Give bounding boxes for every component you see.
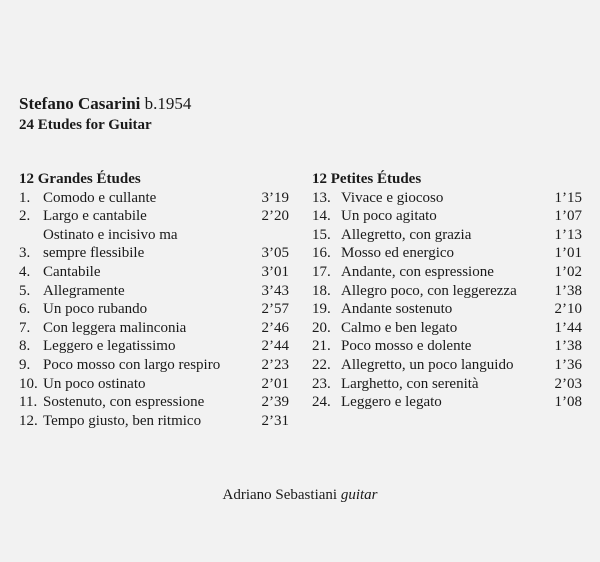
performer-role: guitar bbox=[340, 487, 378, 503]
track-duration: 2’31 bbox=[261, 412, 289, 429]
track-number: 6. bbox=[19, 301, 31, 318]
track-row bbox=[312, 319, 582, 338]
track-title: Allegro poco, con leggerezza bbox=[341, 282, 517, 299]
track-row bbox=[312, 356, 582, 375]
track-number: 18. bbox=[312, 282, 331, 299]
track-row bbox=[312, 393, 582, 412]
track-number: 12. bbox=[19, 412, 38, 429]
track-number: 13. bbox=[312, 189, 331, 206]
track-number: 21. bbox=[312, 338, 331, 355]
track-number: 20. bbox=[312, 319, 331, 336]
track-duration: 3’19 bbox=[261, 189, 289, 206]
track-title: Allegramente bbox=[43, 282, 125, 299]
track-duration: 1’01 bbox=[554, 245, 582, 262]
track-number: 15. bbox=[312, 226, 331, 243]
track-number: 23. bbox=[312, 375, 331, 392]
track-row bbox=[19, 375, 289, 394]
track-title: Un poco agitato bbox=[341, 208, 437, 225]
track-duration: 2’20 bbox=[261, 208, 289, 225]
track-duration: 1’07 bbox=[554, 208, 582, 225]
track-number: 19. bbox=[312, 301, 331, 318]
album-header bbox=[19, 93, 191, 135]
track-row bbox=[312, 300, 582, 319]
track-title: Vivace e giocoso bbox=[341, 189, 444, 206]
track-row bbox=[312, 263, 582, 282]
track-title: Ostinato e incisivo ma sempre flessibile bbox=[43, 226, 178, 262]
track-row bbox=[312, 337, 582, 356]
composer-line bbox=[19, 93, 191, 115]
track-title: Cantabile bbox=[43, 263, 101, 280]
track-row bbox=[19, 189, 289, 208]
track-number: 14. bbox=[312, 208, 331, 225]
track-duration: 2’01 bbox=[261, 375, 289, 392]
track-duration: 2’39 bbox=[261, 394, 289, 411]
track-title: Comodo e cullante bbox=[43, 189, 157, 206]
track-title: Calmo e ben legato bbox=[341, 319, 458, 336]
track-duration: 2’03 bbox=[554, 375, 582, 392]
composer-dates: b.1954 bbox=[144, 94, 192, 113]
track-title: Con leggera malinconia bbox=[43, 319, 187, 336]
track-number: 17. bbox=[312, 263, 331, 280]
track-row bbox=[19, 207, 289, 226]
track-row bbox=[19, 319, 289, 338]
track-row bbox=[19, 226, 289, 263]
track-title: Allegretto, con grazia bbox=[341, 226, 472, 243]
track-duration: 3’01 bbox=[261, 263, 289, 280]
track-title: Un poco rubando bbox=[43, 301, 148, 318]
track-number: 9. bbox=[19, 356, 31, 373]
track-duration: 3’05 bbox=[261, 245, 289, 262]
track-duration: 1’15 bbox=[554, 189, 582, 206]
track-number: 5. bbox=[19, 282, 31, 299]
petites-etudes-tracklist bbox=[312, 189, 582, 412]
track-number: 4. bbox=[19, 263, 31, 280]
track-duration: 2’10 bbox=[554, 301, 582, 318]
grandes-etudes-tracklist bbox=[19, 189, 289, 431]
track-row bbox=[19, 337, 289, 356]
track-duration: 3’43 bbox=[261, 282, 289, 299]
track-duration: 2’57 bbox=[261, 301, 289, 318]
track-row bbox=[19, 282, 289, 301]
album-subtitle: 24 Etudes for Guitar bbox=[19, 117, 152, 133]
track-row bbox=[312, 244, 582, 263]
track-title: Un poco ostinato bbox=[43, 375, 146, 392]
track-row bbox=[19, 356, 289, 375]
track-number: 24. bbox=[312, 394, 331, 411]
track-number: 10. bbox=[19, 375, 38, 392]
track-duration: 1’02 bbox=[554, 263, 582, 280]
track-duration: 2’46 bbox=[261, 319, 289, 336]
track-row bbox=[312, 282, 582, 301]
track-row bbox=[19, 412, 289, 431]
petites-etudes-heading: 12 Petites Études bbox=[312, 171, 422, 187]
track-duration: 1’38 bbox=[554, 282, 582, 299]
composer-name: Stefano Casarini bbox=[19, 94, 141, 113]
track-title: Largo e cantabile bbox=[43, 208, 147, 225]
track-number: 22. bbox=[312, 356, 331, 373]
track-duration: 1’36 bbox=[554, 356, 582, 373]
track-duration: 1’13 bbox=[554, 226, 582, 243]
petites-etudes-column bbox=[312, 170, 582, 412]
track-duration: 2’23 bbox=[261, 356, 289, 373]
grandes-etudes-column bbox=[19, 170, 289, 430]
track-title: Andante sostenuto bbox=[341, 301, 453, 318]
track-title: Tempo giusto, ben ritmico bbox=[43, 412, 202, 429]
track-row bbox=[312, 375, 582, 394]
track-number: 16. bbox=[312, 245, 331, 262]
track-row bbox=[312, 189, 582, 208]
track-title: Andante, con espressione bbox=[341, 263, 494, 280]
track-number: 1. bbox=[19, 189, 31, 206]
track-duration: 1’44 bbox=[554, 319, 582, 336]
track-row bbox=[312, 207, 582, 226]
track-number: 11. bbox=[19, 394, 38, 411]
track-title: Leggero e legatissimo bbox=[43, 338, 176, 355]
track-title: Poco mosso e dolente bbox=[341, 338, 472, 355]
track-title: Sostenuto, con espressione bbox=[43, 394, 205, 411]
track-duration: 1’38 bbox=[554, 338, 582, 355]
track-row bbox=[19, 300, 289, 319]
track-title: Poco mosso con largo respiro bbox=[43, 356, 221, 373]
performer-name: Adriano Sebastiani bbox=[222, 487, 338, 503]
track-number: 8. bbox=[19, 338, 31, 355]
track-number: 7. bbox=[19, 319, 31, 336]
track-number: 2. bbox=[19, 208, 31, 225]
track-row bbox=[312, 226, 582, 245]
track-row bbox=[19, 393, 289, 412]
performer-credit bbox=[0, 485, 600, 505]
grandes-etudes-heading: 12 Grandes Études bbox=[19, 171, 141, 187]
track-title: Mosso ed energico bbox=[341, 245, 455, 262]
track-title: Leggero e legato bbox=[341, 394, 442, 411]
track-row bbox=[19, 263, 289, 282]
track-duration: 2’44 bbox=[261, 338, 289, 355]
track-number: 3. bbox=[19, 245, 31, 262]
track-duration: 1’08 bbox=[554, 394, 582, 411]
track-title: Allegretto, un poco languido bbox=[341, 356, 514, 373]
track-title: Larghetto, con serenità bbox=[341, 375, 479, 392]
